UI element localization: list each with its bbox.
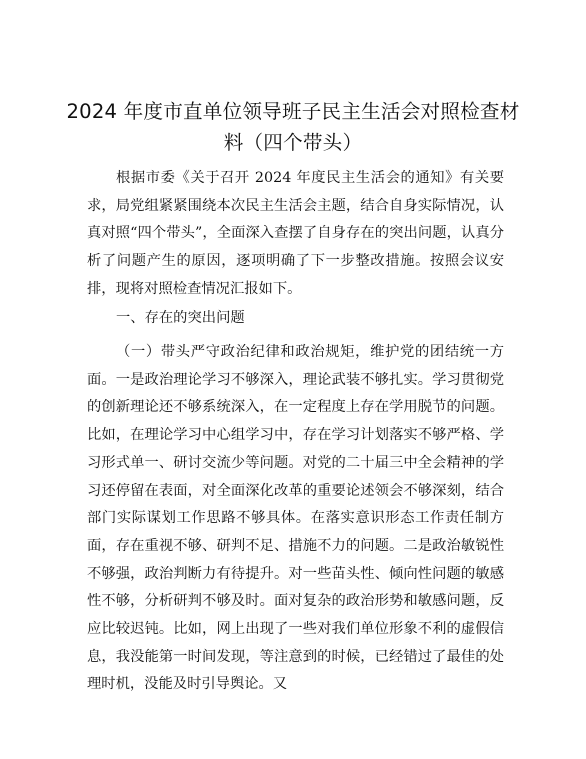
section-body-paragraph: （一）带头严守政治纪律和政治规矩，维护党的团结统一方面。一是政治理论学习不够深入，理论武装不够扎实。学习贯彻党的创新理论还不够系统深入，在一定程度上存在学用脱节的问题。比如，在理论学习中心组学习中，存在学习计划落实不够严格、学习形式单一、研讨交流少等问题。对党的二十届三中全会精神的学习还停留在表面，对全面深化改革的重要论述领会不够深刻，结合部门实际谋划工作思路不够具体。在落实意识形态工作责任制方面，存在重视不够、研判不足、措施不力的问题。二是政治敏锐性不够强，政治判断力有待提升。对一些苗头性、倾向性问题的敏感性不够，分析研判不够及时。面对复杂的政治形势和敏感问题，反应比较迟钝。比如，网上出现了一些对我们单位形象不利的虚假信息，我没能第一时间发现，等注意到的时候，已经错过了最佳的处理时机，没能及时引导舆论。又 <box>87 344 504 693</box>
document-title: 2024 年度市直单位领导班子民主生活会对照检查材料（四个带头） <box>66 100 520 154</box>
section-heading: 一、存在的突出问题 <box>116 310 245 326</box>
intro-paragraph: 根据市委《关于召开 2024 年度民主生活会的通知》有关要求，局党组紧紧围绕本次民主生活会主题，结合自身实际情况，认真对照“四个带头”，全面深入查摆了自身存在的突出问题，认真分析了问题产生的原因，逐项明确了下一步整改措施。按照会议安排，现将对照检查情况汇报如下。 <box>87 170 504 297</box>
